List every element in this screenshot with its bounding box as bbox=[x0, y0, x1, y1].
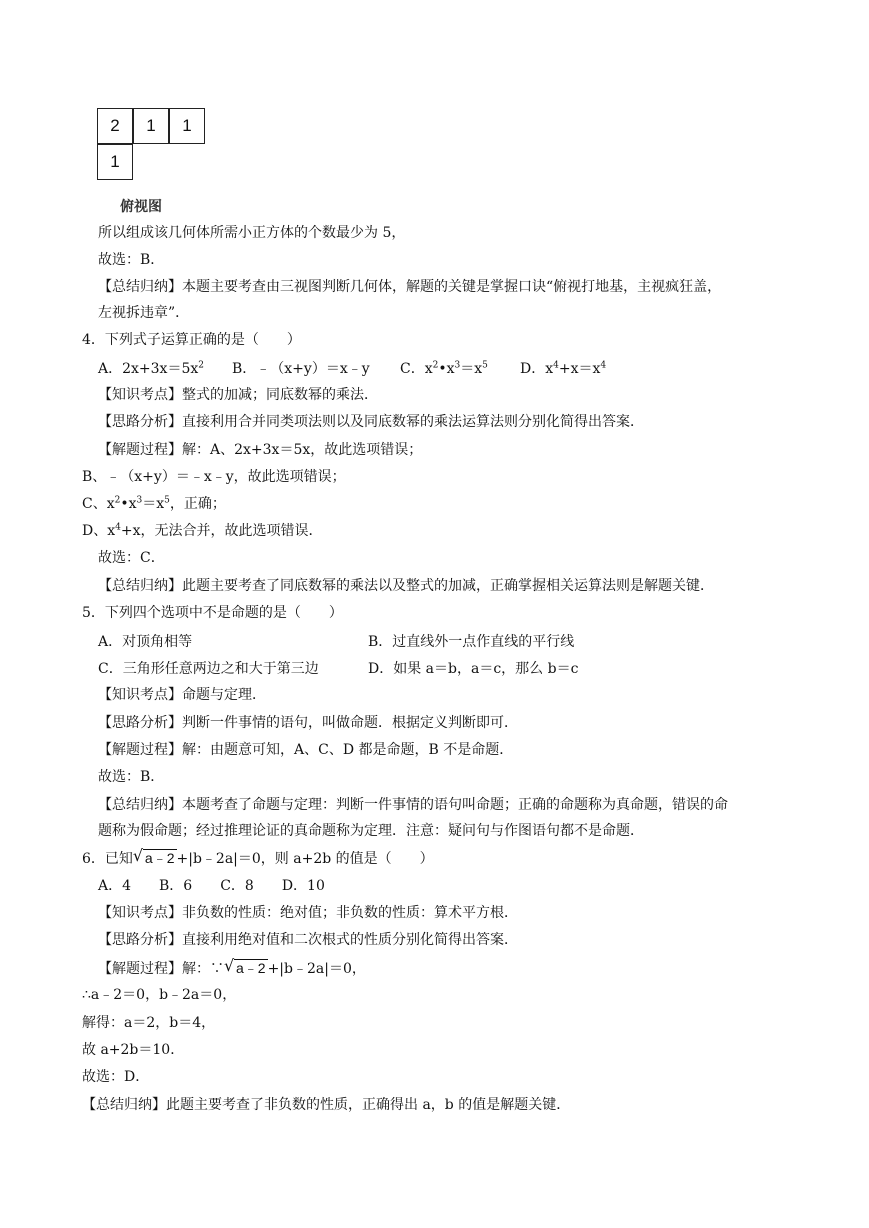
q3-line: 所以组成该几何体所需小正方体的个数最少为 5， bbox=[98, 225, 406, 241]
grid-cell: 1 bbox=[169, 108, 205, 144]
q5-option-c: C．三角形任意两边之和大于第三边 bbox=[98, 661, 319, 677]
q4-option-d: D．$x^4+x=x^4$ bbox=[520, 360, 607, 377]
q6-options: A．4 B．6 C．8 D．10 bbox=[98, 878, 325, 894]
q6-stem: 6．已知 √ a﹣2 +|b﹣2a|＝0，则 a+2b 的值是（ ） bbox=[82, 846, 434, 867]
q4-option-b: B．﹣（x+y）＝x﹣y bbox=[232, 361, 370, 377]
sqrt-expression: √ a﹣2 bbox=[224, 956, 266, 976]
top-view-grid bbox=[97, 108, 209, 183]
q6-summary: 【总结归纳】此题主要考查了非负数的性质，正确得出 a，b 的值是解题关键． bbox=[82, 1097, 571, 1113]
grid-cell: 1 bbox=[133, 108, 169, 144]
q4-knowledge: 【知识考点】整式的加减；同底数幂的乘法． bbox=[98, 387, 378, 403]
figure-caption: 俯视图 bbox=[120, 198, 162, 214]
q5-answer: 故选：B． bbox=[98, 769, 165, 785]
q6-step: 解得：a＝2，b＝4， bbox=[82, 1015, 216, 1031]
q4-option-c: C．$x^2•x^3=x^5$ bbox=[400, 360, 488, 377]
q3-summary: 【总结归纳】本题主要考查由三视图判断几何体，解题的关键是掌握口诀“俯视打地基，主视疯狂盖， bbox=[98, 279, 722, 295]
q4-stem: 4．下列式子运算正确的是（ ） bbox=[82, 332, 301, 348]
q5-summary: 【总结归纳】本题考查了命题与定理：判断一件事情的语句叫命题；正确的命题称为真命题，错误的命 bbox=[98, 797, 728, 813]
q3-answer: 故选：B． bbox=[98, 252, 165, 268]
q5-option-a: A．对顶角相等 bbox=[98, 634, 193, 650]
grid-cell: 1 bbox=[97, 144, 133, 180]
q4-summary: 【总结归纳】此题主要考查了同底数幂的乘法以及整式的加减，正确掌握相关运算法则是解题关键． bbox=[98, 578, 714, 594]
q5-knowledge: 【知识考点】命题与定理． bbox=[98, 687, 266, 703]
q6-analysis: 【思路分析】直接利用绝对值和二次根式的性质分别化简得出答案． bbox=[98, 932, 518, 948]
q6-process: 【解题过程】解：∵ √ a﹣2 +|b﹣2a|＝0， bbox=[98, 956, 366, 977]
q6-step: 故 a+2b＝10． bbox=[82, 1042, 185, 1058]
q4-option-a: A．$2x+3x=5x^2$ bbox=[98, 360, 204, 377]
sqrt-expression: √ a﹣2 bbox=[132, 846, 175, 866]
q6-step: ∴a﹣2＝0，b﹣2a＝0， bbox=[82, 987, 237, 1003]
q4-process-c: C、$x^2•x^3=x^5$，正确； bbox=[82, 495, 226, 512]
q3-summary-cont: 左视拆违章”． bbox=[98, 305, 190, 321]
q5-analysis: 【思路分析】判断一件事情的语句，叫做命题．根据定义判断即可． bbox=[98, 715, 518, 731]
q6-answer: 故选：D． bbox=[82, 1069, 150, 1085]
q5-option-b: B．过直线外一点作直线的平行线 bbox=[368, 634, 575, 650]
q4-analysis: 【思路分析】直接利用合并同类项法则以及同底数幂的乘法运算法则分别化简得出答案． bbox=[98, 414, 644, 430]
q5-summary-cont: 题称为假命题；经过推理论证的真命题称为定理．注意：疑问句与作图语句都不是命题． bbox=[98, 823, 644, 839]
q6-knowledge: 【知识考点】非负数的性质：绝对值；非负数的性质：算术平方根． bbox=[98, 905, 518, 921]
q4-answer: 故选：C． bbox=[98, 550, 165, 566]
q4-process-b: B、﹣（x+y）＝﹣x﹣y，故此选项错误； bbox=[82, 469, 346, 485]
q5-process: 【解题过程】解：由题意可知，A、C、D 都是命题，B 不是命题． bbox=[98, 742, 514, 758]
q4-process-d: D、$x^4+x$，无法合并，故此选项错误． bbox=[82, 522, 323, 539]
q5-stem: 5．下列四个选项中不是命题的是（ ） bbox=[82, 605, 343, 621]
q4-process: 【解题过程】解：A、2x+3x＝5x，故此选项错误； bbox=[98, 442, 423, 458]
grid-cell: 2 bbox=[97, 108, 133, 144]
q5-option-d: D．如果 a＝b，a＝c，那么 b＝c bbox=[368, 661, 579, 677]
